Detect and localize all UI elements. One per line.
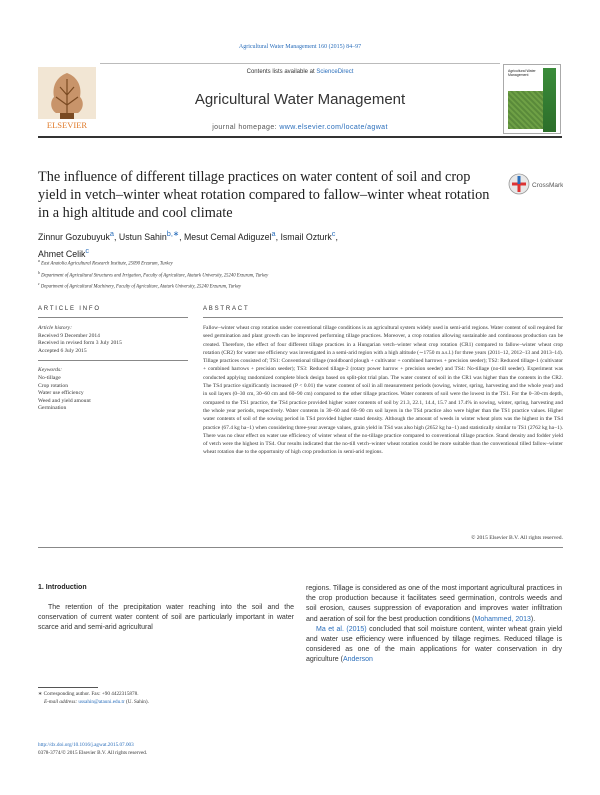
header-bottom-divider [38, 136, 562, 138]
abstract-heading: ABSTRACT [203, 306, 250, 312]
intro-paragraph: The retention of the precipitation water reaching into the soil and the conservation of current water content of soil are particularly important in water scarce arid and semi-arid agricultural [38, 604, 294, 632]
doi-block [38, 741, 147, 757]
crossmark-badge[interactable] [508, 172, 563, 196]
keywords-label: Keywords: [38, 367, 63, 374]
article-title: The influence of different tillage practices on water content of soil and crop yield in vetch–winter wheat rotation compared to fallow–winter wheat rotation in a high altitude and cool climate [38, 169, 490, 221]
header-top-divider [100, 63, 500, 64]
journal-homepage [100, 124, 500, 131]
history-item: Received in revised form 3 July 2015 [38, 340, 122, 347]
abstract-divider [203, 317, 563, 318]
keyword: Weed and yield amount [38, 397, 91, 404]
footnotes [38, 690, 294, 706]
issn-line: 0378-3774/© 2015 Elsevier B.V. All rights reserved. [38, 750, 148, 756]
keyword: No-tillage [38, 374, 61, 381]
keyword: Germination [38, 405, 67, 412]
homepage-prefix: journal homepage: [212, 124, 280, 131]
history-item: Accepted 6 July 2015 [38, 347, 87, 354]
author[interactable]: Mesut Cemal Adiguzel$^a$ [183, 229, 276, 242]
author-list: Zinnur Gozubuyuk$^a$, Ustun Sahin$^{b,∗}$, Mesut Cemal Adiguzel$^a$, Ismail Ozturk$^c$, Ahmet Celik$^c$ [38, 229, 338, 259]
sciencedirect-link[interactable]: ScienceDirect [316, 69, 354, 75]
homepage-link[interactable]: www.elsevier.com/locate/agwat [279, 124, 388, 131]
article-info-heading: ARTICLE INFO [38, 306, 101, 312]
publisher-wordmark: ELSEVIER [46, 120, 88, 130]
footnote-divider [38, 687, 98, 688]
author[interactable]: Ismail Ozturk$^c$ [280, 229, 336, 242]
citation-link[interactable]: Ma et al. (2015) [316, 625, 367, 633]
author[interactable]: Ahmet Celik$^c$ [38, 245, 90, 259]
affiliations [38, 257, 558, 292]
intro-right-column [306, 584, 562, 666]
abstract-copyright: © 2015 Elsevier B.V. All rights reserved. [471, 535, 563, 541]
affiliation-item: $^b$ Department of Agricultural Structures and Irrigation, Faculty of Agriculture, Ataturk University, 25240 Erzurum, Turkey [38, 270, 269, 279]
cover-title: Agricultural Water Management [508, 69, 536, 77]
email-note: E-mail address: ussahin@atauni.edu.tr (U. Sahin). [44, 699, 149, 705]
article-info-divider [38, 317, 188, 318]
article-info-inner-divider [38, 360, 188, 361]
corresponding-author-note: ∗ Corresponding author. Fax: +90 4422315878. [38, 691, 139, 697]
author[interactable]: Zinnur Gozubuyuk$^a$ [38, 229, 114, 242]
abstract-text: Fallow–winter wheat crop rotation under conventional tillage conditions is an agricultural system widely used in semi-arid regions. Water content of soil required for seed germination and plant growth can be improved performing tillage practices. Moreover, a crop rotation allowing sustainable and continuous production can be created. Therefore, the effect of four different tillage practices in a Hungarian vetch–winter wheat crop rotation (CR1) compared to fallow–winter wheat crop rotation (CR2) for water use efficiency was investigated in a semi-arid region with a high altitude (∼1750 m a.s.l.) for three years (2011–12, 2012–13 and 2013–14). Tillage practices consisted of; TS1: Conventional tillage (moldboard plough + cultivator + combined harrows + precision seeder); TS2: Reduced tillage-1 (cultivator + combined harrows + precision seeder); TS3: Reduced tillage-2 (rotary power harrow + precision seeder) and TS4: No-tillage (no-till seeder). Experiment was conducted applying randomized complete block design based on split-plot trial plan. The water content of soil in the CR1 was higher than the contents in the CR2. The TS4 practice significantly increased (P < 0.01) the water content of soil in all measurement periods (sowing, winter, spring, harvesting and the whole year) and in soil layers (0–30 cm, 30–60 cm and 60–90 cm) compared to the other tillage practices. Water contents of soil were the lowest in the TS1. For the 0–30-cm depth, compared to the TS1 practice, the TS4 practice provided higher water contents of soil by 21.3, 22.1, 14.4, 15.7 and 17.4% in sowing, winter, spring, harvesting and the whole year periods, respectively. Water contents in 30–60 and 60–90 cm soil layers in the TS4 practice also were higher than the TS1 practice values. Higher water contents of soil of the sowing period in TS4 provided higher stand density. Although the amount of weeds in winter wheat plots was the highest in the TS4 practice (67.4 kg ha−1) when considering three-year average values, grain yield in TS4 was also high (2652 kg ha−1) and statistically similar to TS1 (2762 kg ha−1). There was no clear effect on water use efficiency of winter wheat of the no-tillage practice compared to conventional tillage practice. Stand density and fodder yield of vetch were the highest in TS4. Our results indicated that the no-till vetch–winter wheat rotation could be more suitable than the conventional tilled fallow–winter wheat rotation due to the opportunity of high crop production in semi-arid regions. [203, 325, 563, 456]
history-item: Received 9 December 2014 [38, 332, 100, 339]
intro-paragraph: Ma et al. (2015) concluded that soil moisture content, winter wheat grain yield and water use efficiency were influenced by tillage regimes. Reduced tillage is considered as one of the main applications for water conservation in dry agriculture (Anderson [306, 625, 562, 664]
journal-reference[interactable]: Agricultural Water Management 160 (2015) 84–97 [238, 44, 362, 50]
contents-prefix: Contents lists available at [246, 69, 317, 75]
journal-title: Agricultural Water Management [194, 91, 406, 108]
citation-link[interactable]: Anderson [342, 656, 373, 664]
doi-link[interactable]: http://dx.doi.org/10.1016/j.agwat.2015.07.003 [38, 742, 134, 748]
affiliation-item: $^a$ East Anatolia Agricultural Research Institute, 25090 Erzurum, Turkey [38, 259, 173, 267]
intro-paragraph: regions. Tillage is considered as one of the most important agricultural practices in the crop production because it facilitates seed germination, controls weeds and soil erosion, causes suppression of evaporation and improves water infiltration and aeration of soil for the best production conditions (Mohammed, 2013). [306, 585, 562, 623]
elsevier-logo [38, 67, 96, 131]
email-link[interactable]: ussahin@atauni.edu.tr [78, 699, 125, 705]
history-label: Article history: [38, 325, 73, 331]
contents-line [100, 69, 500, 75]
introduction-heading: 1. Introduction [38, 584, 87, 591]
cover-stripe [543, 68, 556, 132]
journal-cover-image [503, 64, 561, 134]
citation-link[interactable]: Mohammed, 2013 [474, 615, 531, 623]
crossmark-label: CrossMark [532, 182, 563, 189]
affiliation-item: $^c$ Department of Agricultural Machinery, Faculty of Agriculture, Ataturk University, 25240 Erzurum, Turkey [38, 282, 242, 290]
article-info [38, 325, 188, 413]
cover-field-graphic [508, 91, 544, 129]
author[interactable]: Ustun Sahin$^{b,∗}$ [118, 229, 180, 242]
abstract-end-divider [38, 547, 563, 548]
keyword: Water use efficiency [38, 390, 84, 397]
keyword: Crop rotation [38, 382, 68, 389]
